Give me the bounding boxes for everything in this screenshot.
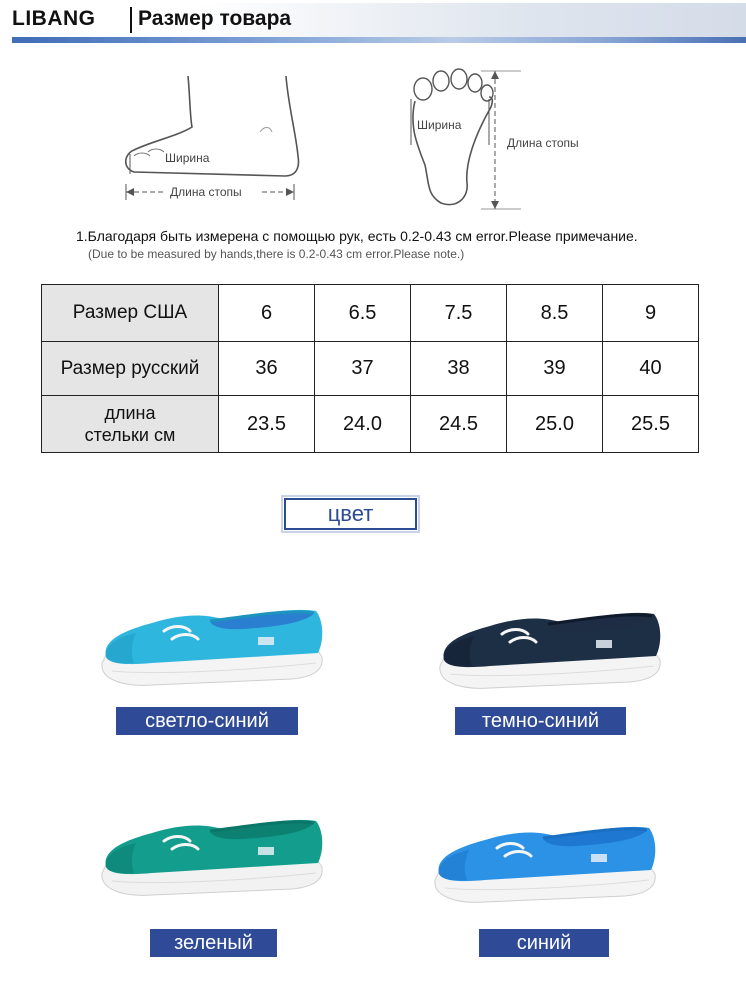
foot-top-outline [413, 97, 492, 205]
shoe-tag [591, 854, 607, 862]
row-header-us: Размер США [42, 285, 219, 342]
size-cell: 37 [315, 342, 411, 396]
size-cell: 6.5 [315, 285, 411, 342]
size-cell: 36 [219, 342, 315, 396]
shoe-drawing [92, 575, 332, 705]
shoe-drawing [425, 792, 665, 922]
size-cell: 24.0 [315, 396, 411, 453]
shoe-image-blue[interactable] [425, 792, 665, 922]
measurement-note-en: (Due to be measured by hands,there is 0.2-0.43 cm error.Please note.) [88, 247, 465, 261]
size-cell: 6 [219, 285, 315, 342]
shoe-image-green[interactable] [92, 785, 332, 915]
side-length-label: Длина стопы [170, 185, 242, 199]
measurement-note: 1.Благодаря быть измерена с помощью рук, есть 0.2-0.43 см error.Please примечание. [76, 228, 638, 244]
size-cell: 40 [603, 342, 699, 396]
color-section-title: цвет [284, 498, 417, 530]
foot-top-diagram [395, 65, 615, 215]
shoe-drawing [92, 785, 332, 915]
table-row-ru [42, 342, 699, 396]
row-header-insole [42, 396, 219, 453]
side-width-label: Ширина [165, 151, 210, 165]
row-header-insole-line1: длина [104, 403, 156, 423]
shoe-tag [258, 847, 274, 855]
foot-side-diagram [110, 72, 310, 217]
shoe-tag [258, 637, 274, 645]
row-header-insole-line2: стельки см [84, 425, 176, 445]
table-row-us [42, 285, 699, 342]
shoe-drawing [430, 578, 670, 708]
size-cell: 24.5 [411, 396, 507, 453]
size-cell: 38 [411, 342, 507, 396]
page-title: Размер товара [138, 7, 292, 30]
color-label-green[interactable]: зеленый [150, 929, 277, 957]
foot-side-outline [126, 76, 299, 176]
header-separator [130, 7, 132, 33]
shoe-image-light-blue[interactable] [92, 575, 332, 705]
shoe-tag [596, 640, 612, 648]
size-cell: 25.0 [507, 396, 603, 453]
size-cell: 8.5 [507, 285, 603, 342]
size-cell: 7.5 [411, 285, 507, 342]
page-header [12, 3, 746, 39]
shoe-image-dark-blue[interactable] [430, 578, 670, 708]
header-underline [12, 37, 746, 43]
size-cell: 23.5 [219, 396, 315, 453]
row-header-ru: Размер русский [42, 342, 219, 396]
size-cell: 39 [507, 342, 603, 396]
color-label-blue[interactable]: синий [479, 929, 609, 957]
size-table [41, 284, 699, 453]
top-length-label: Длина стопы [507, 136, 579, 150]
size-cell: 9 [603, 285, 699, 342]
color-label-dark-blue[interactable]: темно-синий [455, 707, 626, 735]
table-row-insole [42, 396, 699, 453]
top-width-label: Ширина [417, 118, 462, 132]
brand-name: LIBANG [12, 7, 96, 30]
size-cell: 25.5 [603, 396, 699, 453]
color-label-light-blue[interactable]: светло-синий [116, 707, 298, 735]
